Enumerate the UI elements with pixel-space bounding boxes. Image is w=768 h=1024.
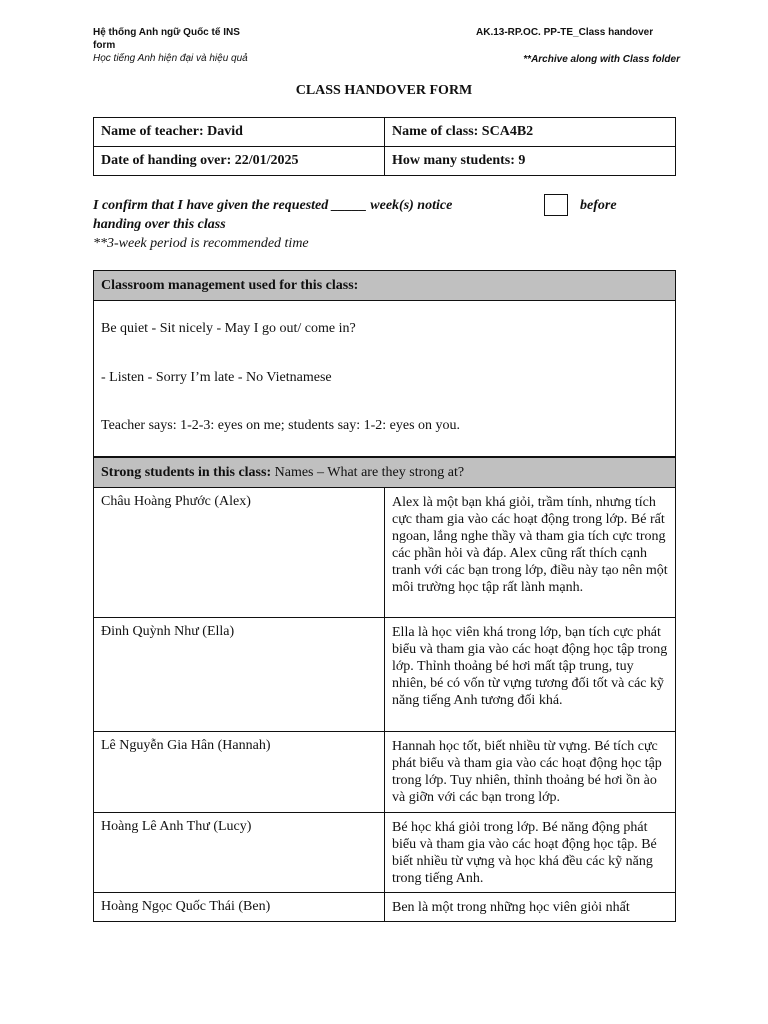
- page-title: CLASS HANDOVER FORM: [295, 83, 473, 98]
- management-line: Teacher says: 1-2-3: eyes on me; students say: 1-2: eyes on you.: [101, 418, 461, 433]
- student-name: Hoàng Lê Anh Thư (Lucy): [94, 813, 385, 893]
- table-row: [94, 813, 676, 893]
- student-count-cell: How many students: 9: [385, 147, 676, 176]
- class-name-cell: Name of class: SCA4B2: [385, 118, 676, 147]
- student-description: Ella là học viên khá trong lớp, bạn tích cực phát biểu và tham gia vào các hoạt động học tập trong lớp. Thỉnh thoảng bé hơi mất tập trung, tuy nhiên, bé có vốn từ vựng tương đối tốt và các kỹ năng tiếng Anh tương đối khá.: [385, 618, 676, 732]
- student-name: Hoàng Ngọc Quốc Thái (Ben): [94, 893, 385, 922]
- student-description: Hannah học tốt, biết nhiều từ vựng. Bé tích cực phát biểu và tham gia vào các hoạt động học tập trong lớp. Tuy nhiên, thỉnh thoảng bé hơi ồn ào và giỡn với các bạn trong lớp.: [385, 732, 676, 813]
- org-name: Hệ thống Anh ngữ Quốc tế INS: [93, 27, 240, 38]
- form-word: form: [93, 40, 116, 51]
- management-line: - Listen - Sorry I’m late - No Vietnamese: [101, 370, 332, 385]
- header-left: [93, 26, 303, 65]
- handover-date-cell: Date of handing over: 22/01/2025: [94, 147, 385, 176]
- org-tagline: Học tiếng Anh hiện đại và hiệu quả: [93, 53, 248, 64]
- student-description: Alex là một bạn khá giỏi, trầm tính, nhưng tích cực tham gia vào các hoạt động trong lớp. Bé rất ngoan, lắng nghe thầy và tham gia tích cực trong các phần hỏi và đáp. Alex cũng rất thích cạnh tranh với các bạn trong lớp, điều này tạo nên một môi trường học tập rất lành mạnh.: [385, 488, 676, 618]
- strong-students-table: [93, 457, 676, 922]
- management-heading: Classroom management used for this class:: [94, 271, 676, 301]
- management-line: Be quiet - Sit nicely - May I go out/ come in?: [101, 321, 356, 336]
- confirmation-block: [93, 196, 676, 253]
- table-row: [94, 488, 676, 618]
- confirm-note: **3-week period is recommended time: [93, 236, 309, 251]
- management-body: [94, 301, 676, 457]
- archive-note: **Archive along with Class folder: [523, 54, 680, 65]
- table-row: [94, 618, 676, 732]
- teacher-name-cell: Name of teacher: David: [94, 118, 385, 147]
- table-row: [94, 732, 676, 813]
- student-name: Đinh Quỳnh Như (Ella): [94, 618, 385, 732]
- class-info-table: [93, 117, 676, 176]
- student-description: Bé học khá giỏi trong lớp. Bé năng động phát biểu và tham gia vào các hoạt động học tập. Bé biết nhiều từ vựng và học khá đều các kỹ năng trong tiếng Anh.: [385, 813, 676, 893]
- confirm-continuation: handing over this class: [93, 217, 226, 232]
- confirm-before: before: [580, 198, 617, 213]
- doc-code: AK.13-RP.OC. PP-TE_Class handover: [476, 27, 654, 38]
- table-row: [94, 893, 676, 922]
- student-name: Châu Hoàng Phước (Alex): [94, 488, 385, 618]
- student-description: Ben là một trong những học viên giỏi nhất: [385, 893, 676, 922]
- confirm-checkbox[interactable]: [544, 194, 568, 216]
- student-name: Lê Nguyễn Gia Hân (Hannah): [94, 732, 385, 813]
- strong-students-heading: Strong students in this class: Names – What are they strong at?: [94, 458, 676, 488]
- confirm-text: I confirm that I have given the requested _____ week(s) notice: [93, 198, 453, 213]
- classroom-management-table: [93, 270, 676, 457]
